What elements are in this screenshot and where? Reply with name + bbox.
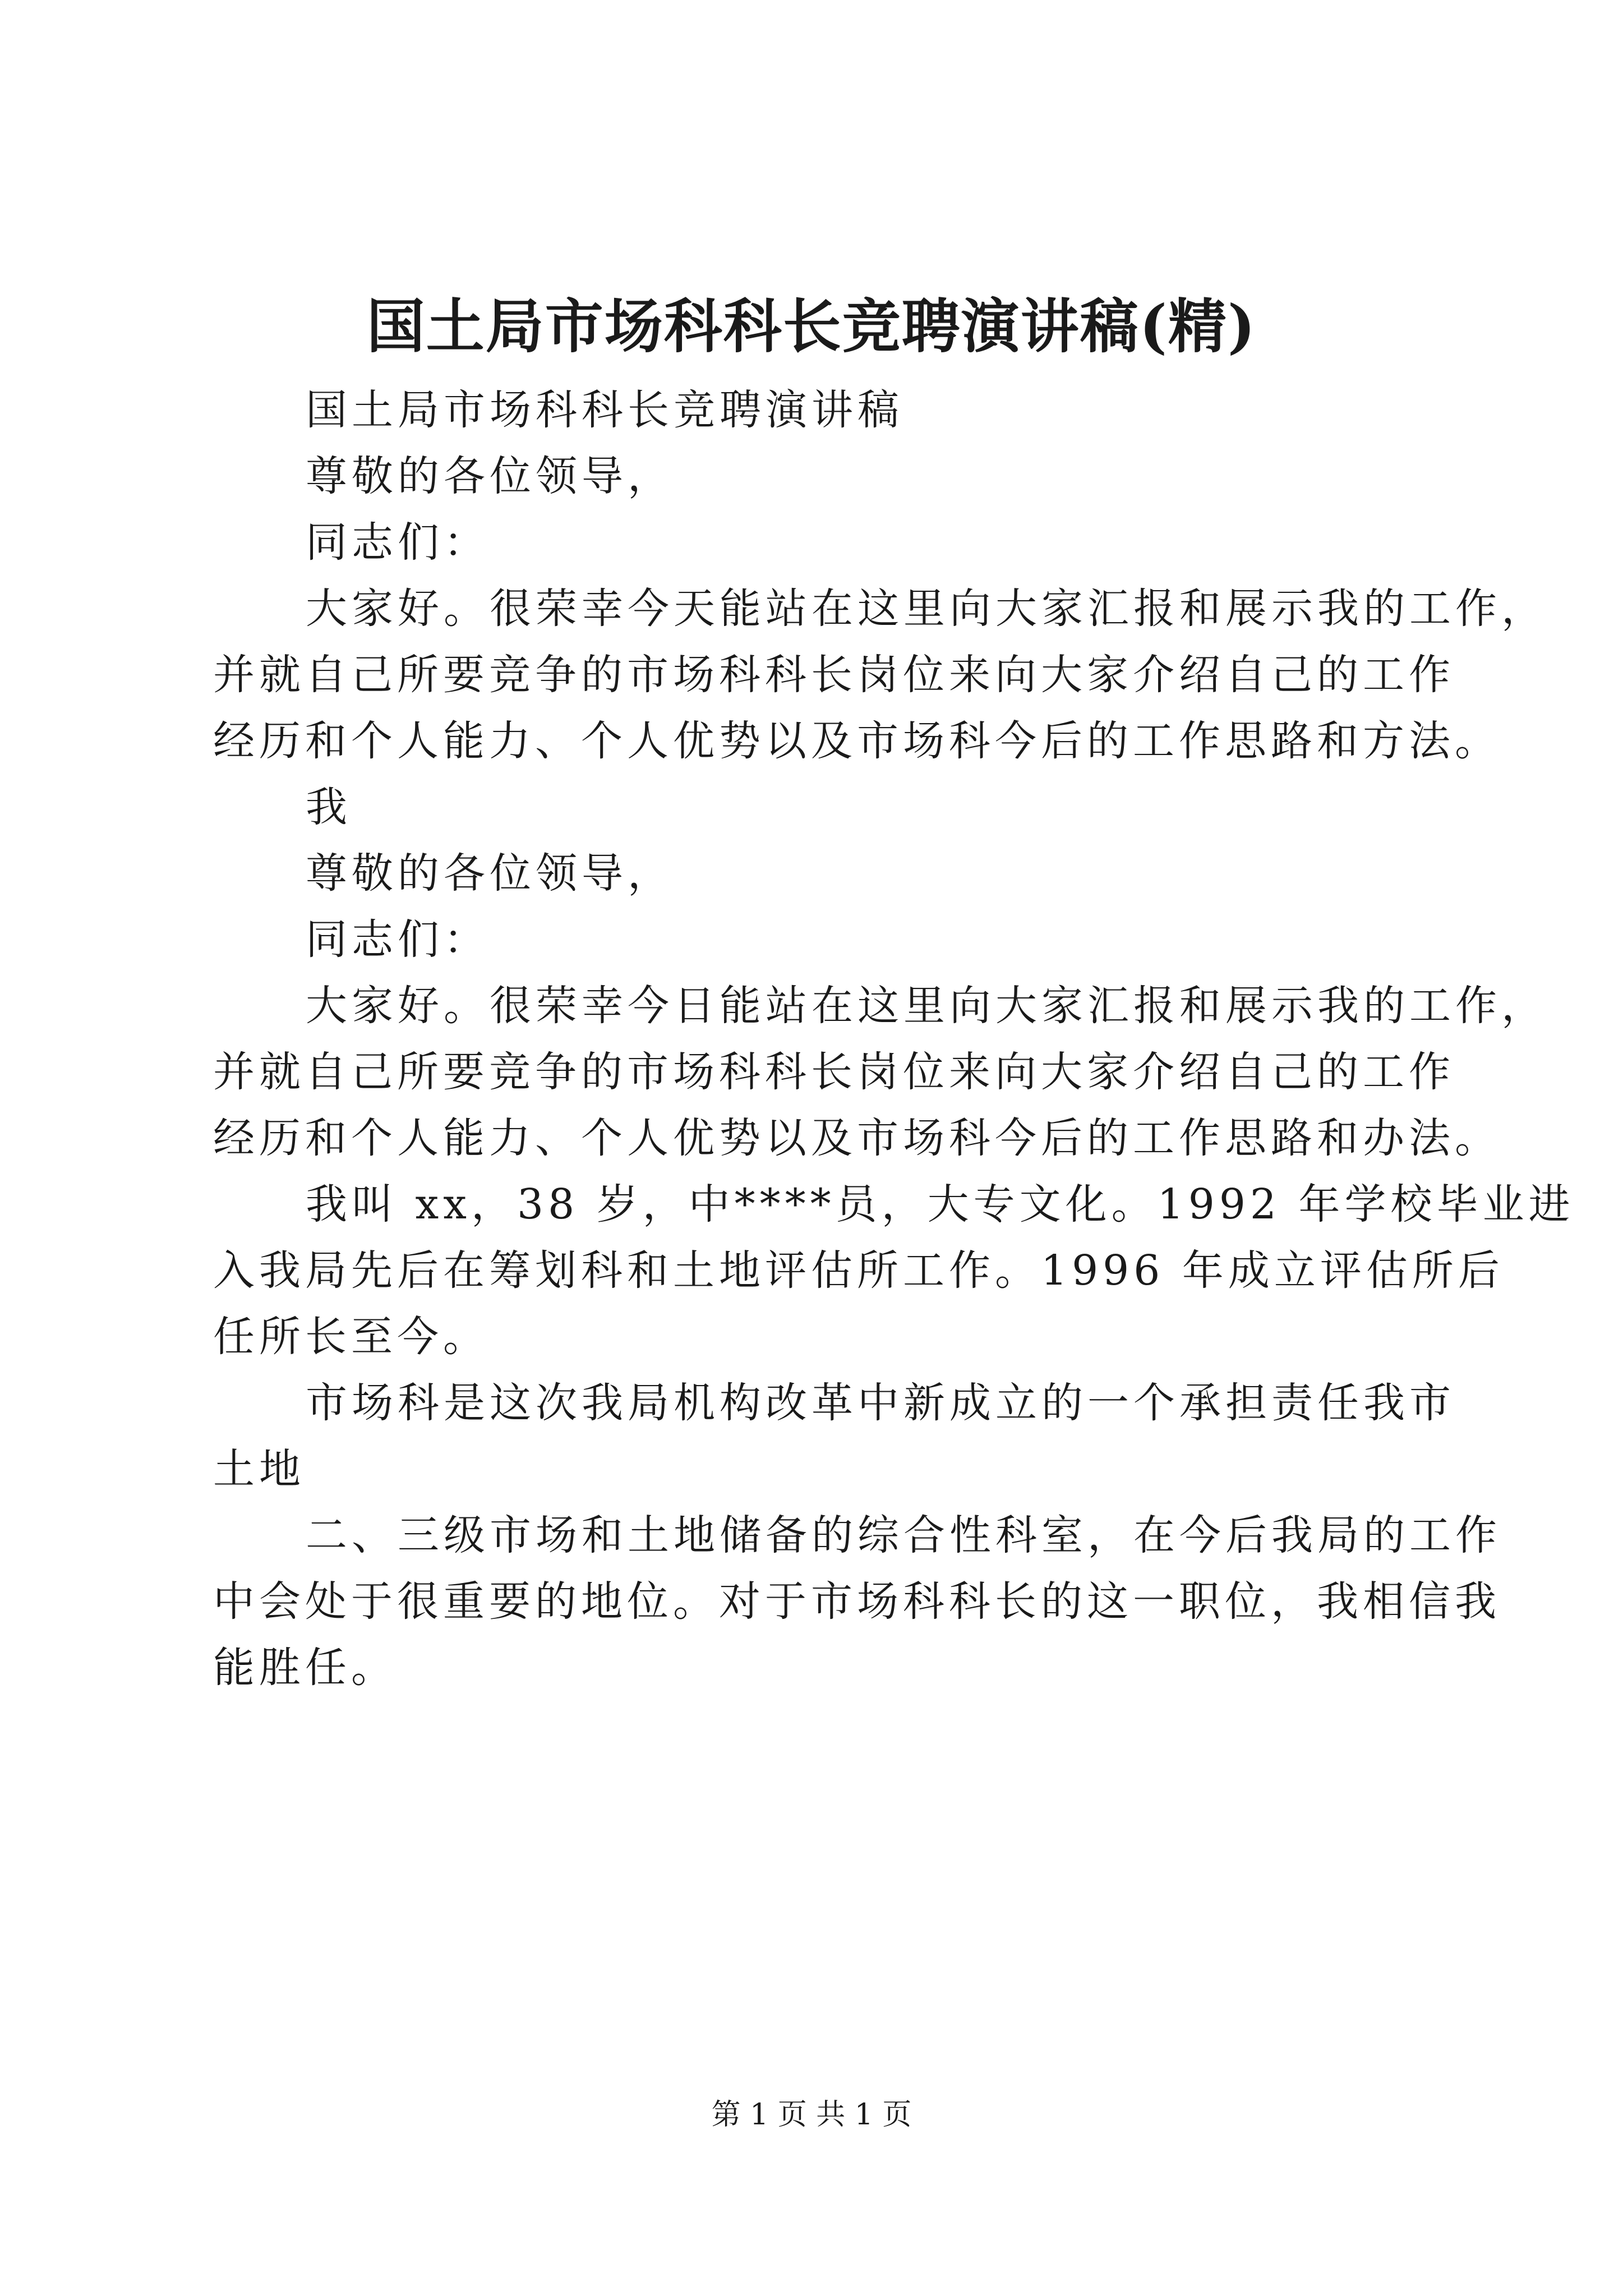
page-footer: 第 1 页 共 1 页 [711, 2098, 912, 2132]
line-text: 市场科是这次我局机构改革中新成立的一个承担责任我市 [306, 1379, 1455, 1427]
body-line [213, 377, 1419, 443]
body-line [213, 1105, 1501, 1171]
line-text: 尊敬的各位领导， [306, 452, 674, 500]
body-line [213, 1635, 1419, 1701]
body-line [213, 973, 1547, 1039]
line-text: 并就自己所要竞争的市场科科长岗位来向大家介绍自己的工作 [213, 1048, 1455, 1096]
body-line [213, 443, 1419, 509]
body-line [213, 509, 1419, 576]
body-line [213, 708, 1501, 774]
body-line [213, 1039, 1455, 1105]
line-text: 中会处于很重要的地位。对于市场科科长的这一职位，我相信我 [213, 1577, 1501, 1626]
line-text: 我叫 xx，38 岁，中****员，大专文化。1992 年学校毕业进 [306, 1180, 1575, 1228]
line-text: 土地 [213, 1445, 305, 1493]
body-line [213, 1304, 1419, 1370]
body-line [213, 1370, 1455, 1436]
body-line [213, 1436, 1419, 1502]
body-line [213, 576, 1547, 642]
document-body [213, 377, 1575, 1701]
line-text: 二、三级市场和土地储备的综合性科室，在今后我局的工作 [306, 1511, 1501, 1559]
body-line [213, 907, 1419, 973]
line-text: 我 [306, 783, 352, 831]
line-text: 入我局先后在筹划科和土地评估所工作。1996 年成立评估所后 [213, 1246, 1504, 1295]
body-line [213, 774, 1419, 840]
line-text: 经历和个人能力、个人优势以及市场科今后的工作思路和办法。 [213, 1114, 1501, 1162]
line-text: 同志们： [306, 518, 490, 567]
body-line [213, 1568, 1501, 1635]
body-line [213, 840, 1419, 907]
line-text: 并就自己所要竞争的市场科科长岗位来向大家介绍自己的工作 [213, 651, 1455, 699]
line-text: 任所长至今。 [213, 1313, 489, 1361]
document-title: 国土局市场科科长竞聘演讲稿(精) [366, 292, 1257, 361]
body-line [213, 1502, 1501, 1568]
body-line [213, 642, 1455, 708]
line-text: 大家好。很荣幸今日能站在这里向大家汇报和展示我的工作， [306, 982, 1547, 1030]
line-text: 同志们： [306, 915, 490, 964]
body-line [213, 1237, 1504, 1304]
line-text: 国土局市场科科长竞聘演讲稿 [306, 386, 903, 434]
line-text: 尊敬的各位领导， [306, 849, 674, 898]
line-text: 能胜任。 [213, 1644, 397, 1692]
line-text: 经历和个人能力、个人优势以及市场科今后的工作思路和方法。 [213, 717, 1501, 765]
line-text: 大家好。很荣幸今天能站在这里向大家汇报和展示我的工作， [306, 585, 1547, 633]
body-line [213, 1171, 1575, 1237]
